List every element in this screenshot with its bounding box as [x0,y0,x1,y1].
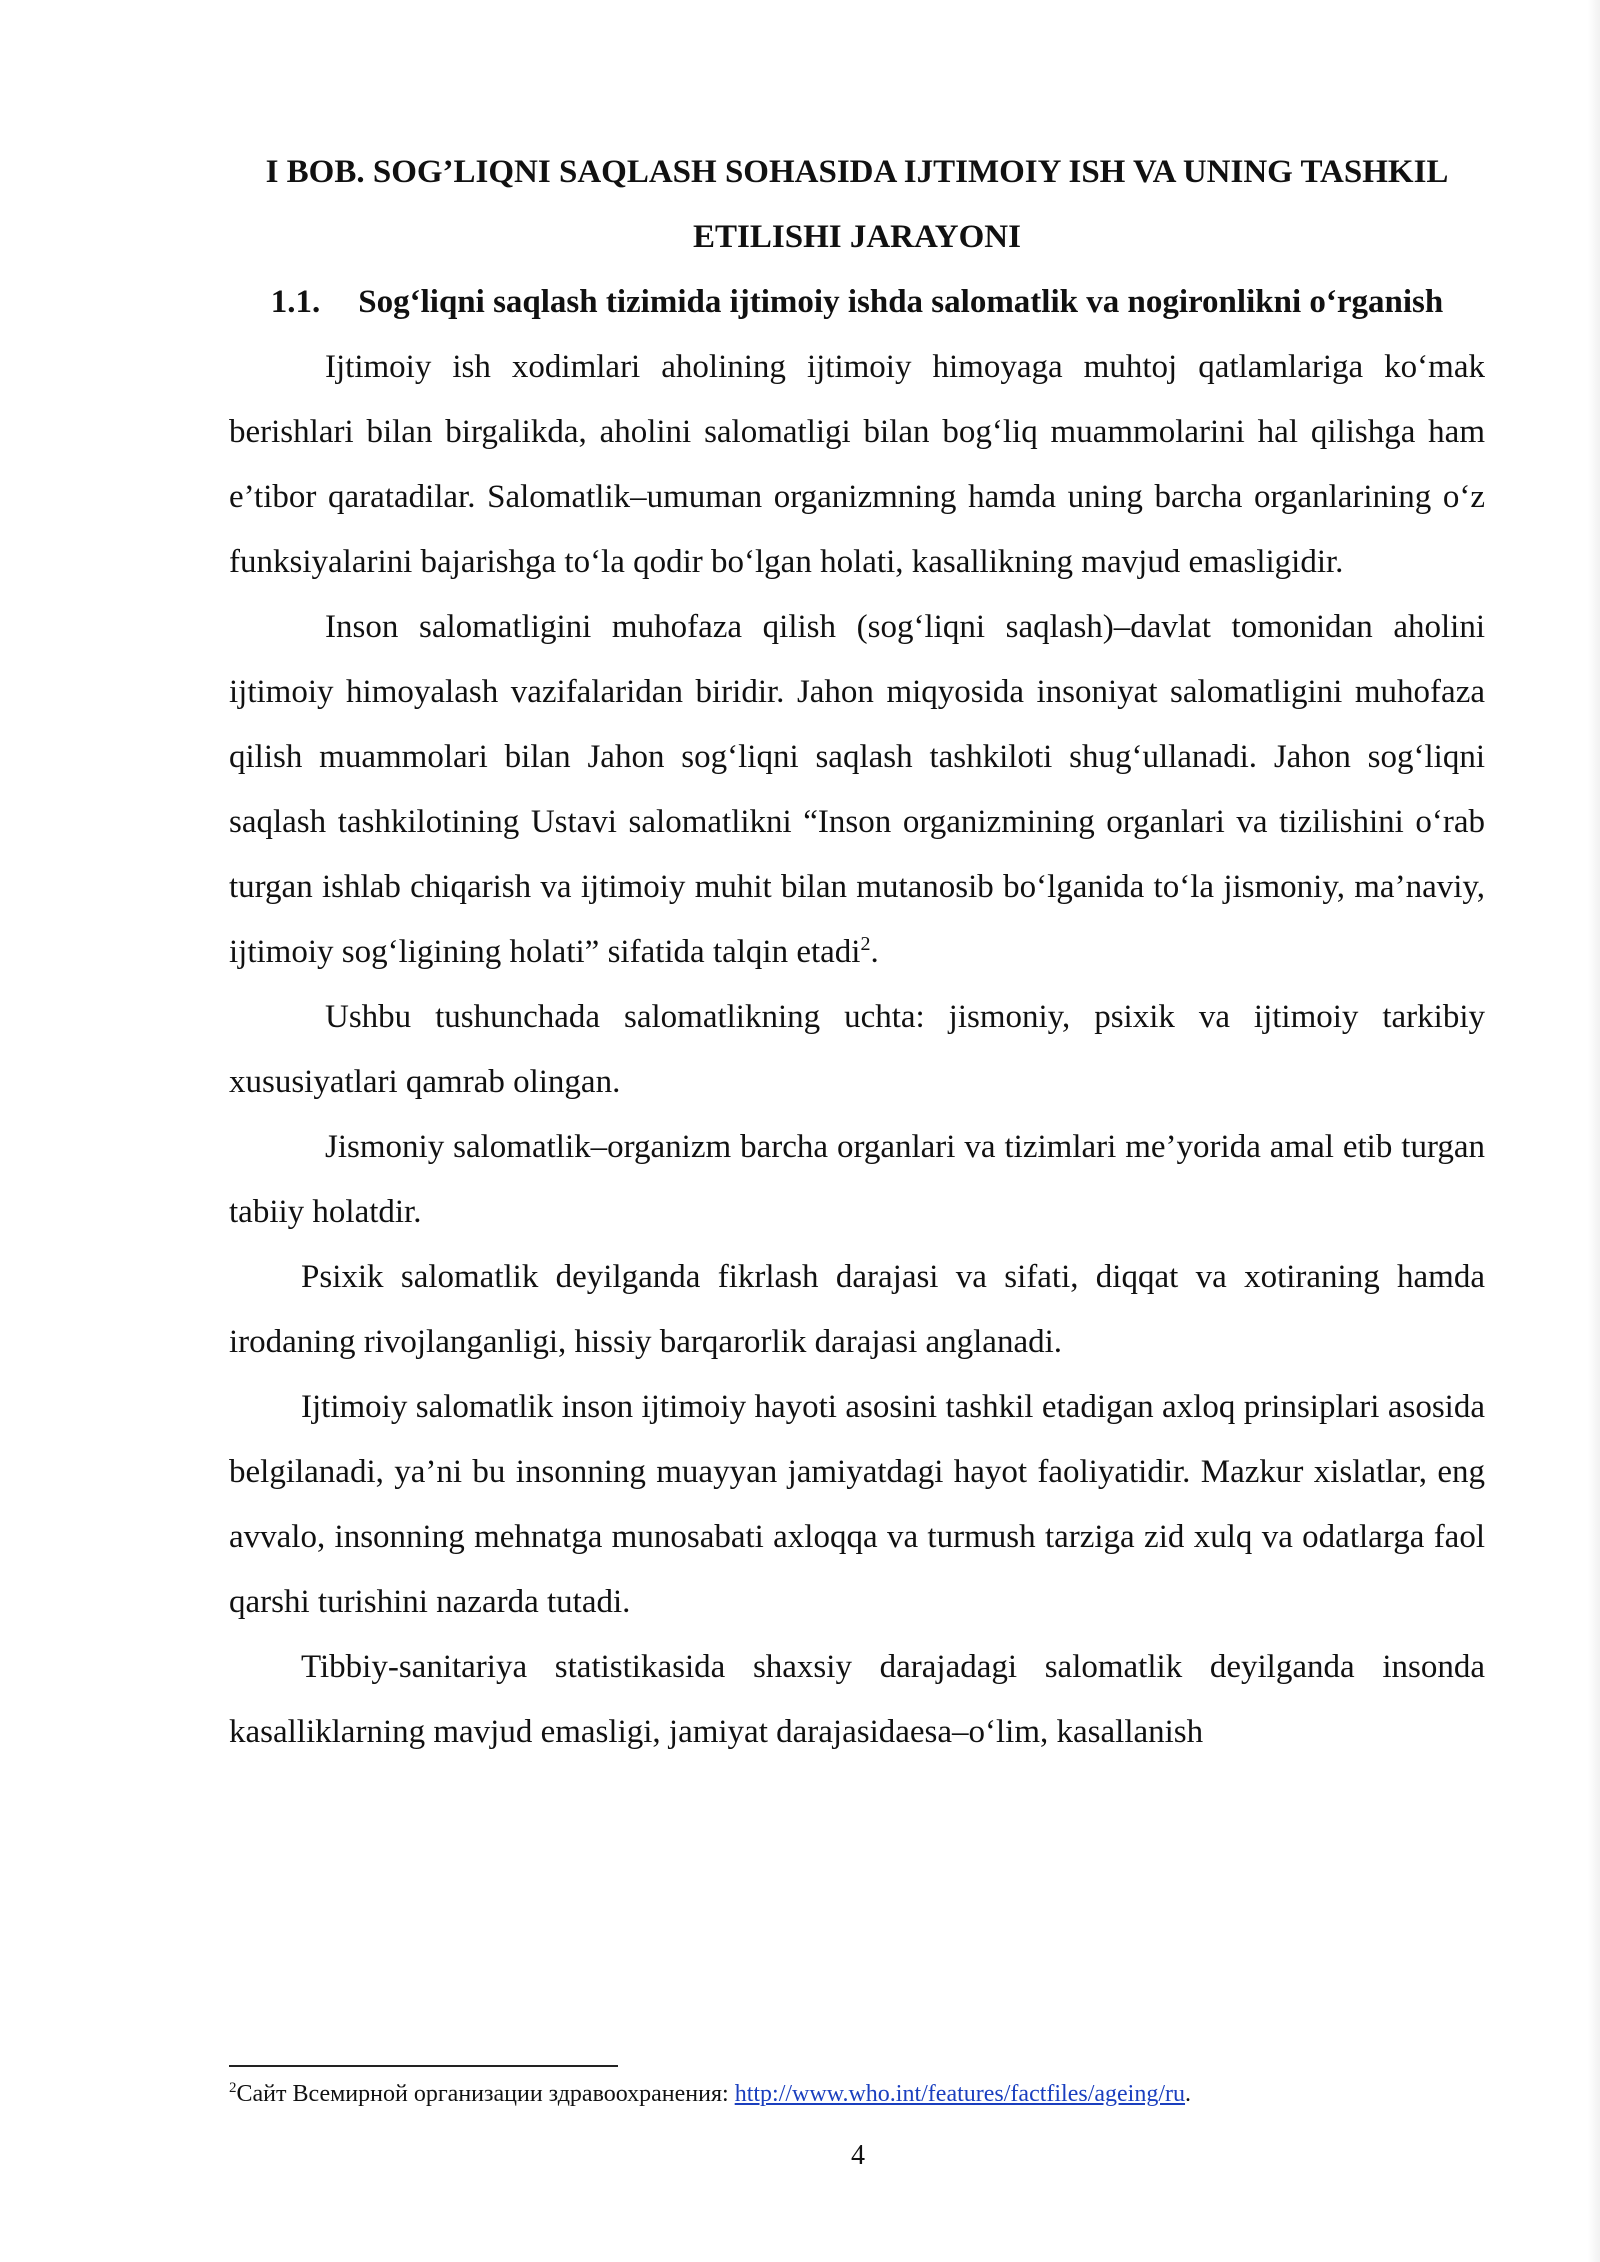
footnote-marker: 2 [229,2080,237,2096]
page-body [229,140,1485,1765]
paragraph-2-end: . [870,934,879,970]
chapter-title: I BOB. SOG’LIQNI SAQLASH SOHASIDA IJTIMOIY ISH VA UNING TASHKIL ETILISHI JARAYONI [265,154,1449,255]
paragraph-2 [229,595,1485,985]
section-heading [229,270,1485,335]
footnote-text: Сайт Всемирной организации здравоохранения: [236,2081,735,2107]
page-edge-shadow [1588,0,1600,2262]
footnote [229,2078,1485,2110]
paragraph-4: Jismoniy salomatlik–organizm barcha organlari va tizimlari me’yorida amal etib turgan tabiiy holatdir. [229,1129,1485,1230]
footnote-link[interactable]: http://www.who.int/features/factfiles/ageing/ru [734,2081,1186,2107]
paragraph-7: Tibbiy-sanitariya statistikasida shaxsiy darajadagi salomatlik deyilganda insonda kasalliklarning mavjud emasligi, jamiyat darajasidaesa–o‘lim, kasallanish [229,1649,1485,1750]
footnote-separator [229,2065,618,2067]
paragraph-2-text: Inson salomatligini muhofaza qilish (sog‘liqni saqlash)–davlat tomonidan aholini ijtimoiy himoyalash vazifalaridan biridir. Jahon miqyosida insoniyat salomatligini muhofaza qilish muammolari bilan Jahon sog‘liqni saqlash tashkiloti shug‘ullanadi. Jahon sog‘liqni saqlash tashkilotining Ustavi salomatlikni “Inson organizmining organlari va tizilishini o‘rab turgan ishlab chiqarish va ijtimoiy muhit bilan mutanosib bo‘lganida to‘la jismoniy, ma’naviy, ijtimoiy sog‘ligining holati” sifatida talqin etadi [229,609,1485,970]
section-number: 1.1. [270,284,321,320]
page-number: 4 [851,2140,865,2171]
paragraph-6: Ijtimoiy salomatlik inson ijtimoiy hayoti asosini tashkil etadigan axloq prinsiplari asosida belgilanadi, ya’ni bu insonning muayyan jamiyatdagi hayot faoliyatidir. Mazkur xislatlar, eng avvalo, insonning mehnatga munosabati axloqqa va turmush tarziga zid xulq va odatlarga faol qarshi turishini nazarda tutadi. [229,1389,1485,1620]
footnote-reference[interactable]: 2 [860,933,871,955]
section-title: Sog‘liqni saqlash tizimida ijtimoiy ishda salomatlik va nogironlikni o‘rganish [358,284,1444,320]
paragraph-5: Psixik salomatlik deyilganda fikrlash darajasi va sifati, diqqat va xotiraning hamda irodaning rivojlanganligi, hissiy barqarorlik darajasi anglanadi. [229,1259,1485,1360]
paragraph-1: Ijtimoiy ish xodimlari aholining ijtimoiy himoyaga muhtoj qatlamlariga ko‘mak berishlari bilan birgalikda, aholini salomatligi bilan bog‘liq muammolarini hal qilishga ham e’tibor qaratadilar. Salomatlik–umuman organizmning hamda uning barcha organlarining o‘z funksiyalarini bajarishga to‘la qodir bo‘lgan holati, kasallikning mavjud emasligidir. [229,349,1485,580]
paragraph-3: Ushbu tushunchada salomatlikning uchta: jismoniy, psixik va ijtimoiy tarkibiy xususiyatlari qamrab olingan. [229,999,1485,1100]
footnote-end: . [1185,2081,1192,2107]
